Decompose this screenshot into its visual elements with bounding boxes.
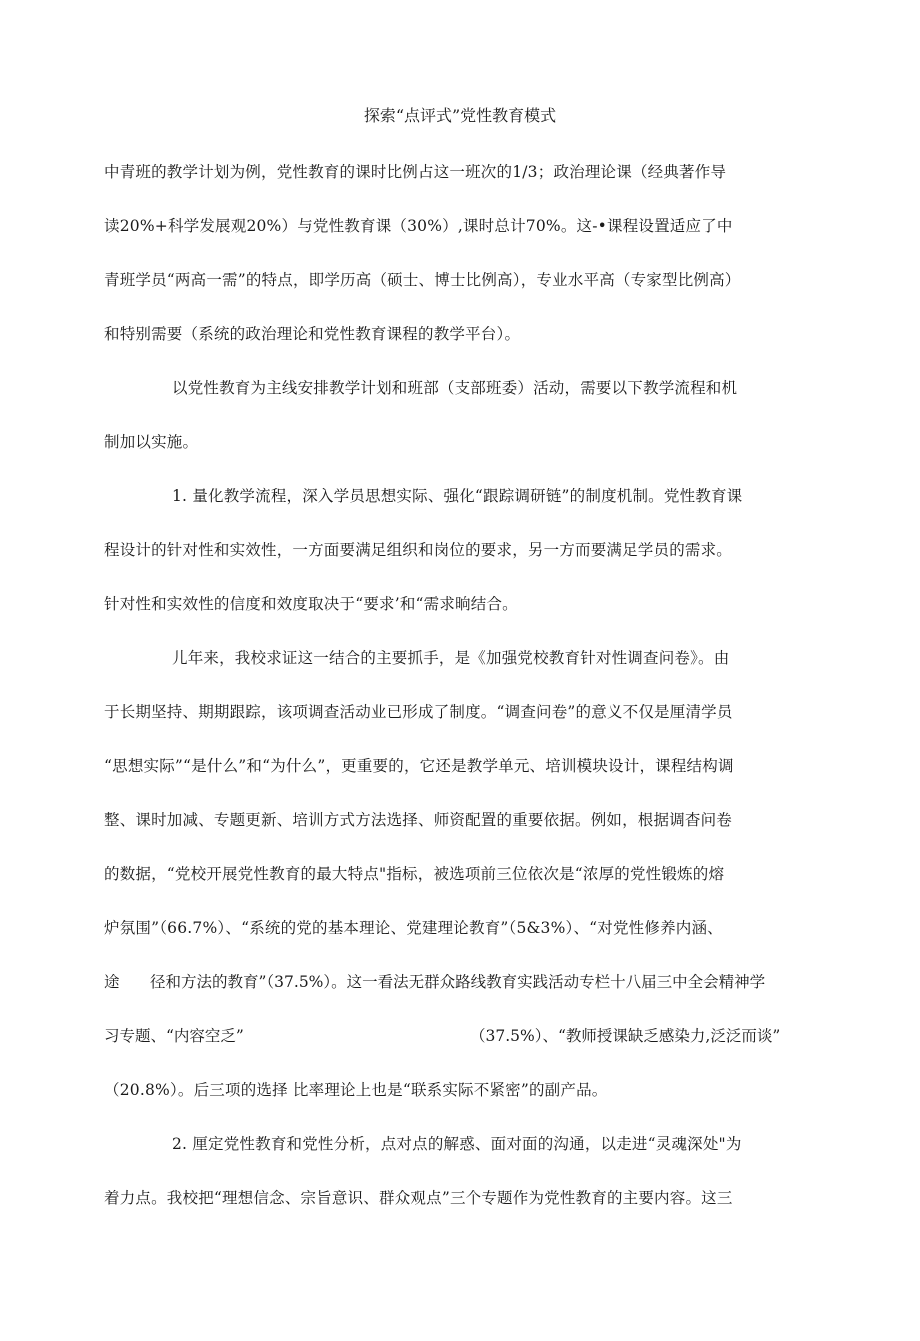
paragraph-line: 径和方法的教育”（37.5%）。这一看法无群众路线教育实践活动专栏十八届三中全会精神学 [150, 973, 766, 991]
paragraph-line: 制加以实施。 [104, 433, 199, 451]
paragraph-line: 于长期坚持、期期跟踪，该项调查活动业已形成了制度。“调查问卷”的意义不仅是厘清学员 [104, 703, 733, 721]
paragraph-line: （20.8%）。后三项的选择 比率理论上也是“联系实际不紧密”的副产品。 [104, 1081, 608, 1099]
paragraph-line: 针对性和实效性的信度和效度取决于“要求’和“需求晌结合。 [104, 595, 518, 613]
paragraph-line: 儿年来，我校求证这一结合的主要抓手，是《加强党校教育针对性调查问卷》。由 [172, 649, 730, 667]
paragraph-line: 整、课时加减、专题更新、培训方式方法选择、师资配置的重要依据。例如，根据调杳问卷 [104, 811, 733, 829]
paragraph-line: 炉氛围”（66.7%）、“系统的党的基本理论、党建理论教育”（5&3%）、“对党性修养内涵、 [104, 919, 723, 937]
paragraph-line: 中青班的教学计划为例，党性教育的课时比例占这一班次的1/3；政治理论课（经典著作导 [104, 163, 727, 181]
paragraph-line: 以党性教育为主线安排教学计划和班部（支部班委）活动，需要以下教学流程和机 [172, 379, 738, 397]
paragraph-line: 和特别需要（系统的政治理论和党性教育课程的教学平台）。 [104, 325, 521, 343]
paragraph-fragment: （37.5%）、“教师授课缺乏感染力,泛泛而谈” [470, 1027, 781, 1045]
paragraph-fragment: 习专题、“内容空乏” [104, 1027, 244, 1045]
paragraph-line: 读20%+科学发展观20%）与党性教育课（30%）,课时总计70%。这-•课程设置适应了中 [104, 217, 733, 235]
paragraph-line: 的数据，“党校开展党性教育的最大特点"指标，被选项前三位依次是“浓厚的党性锻炼的熔 [104, 865, 725, 883]
document-title: 探索“点评式”党性教育模式 [363, 106, 557, 125]
paragraph-line: 程设计的针对性和实效性，一方面要满足组织和岗位的要求，另一方而要满足学员的需求。 [104, 541, 733, 559]
paragraph-fragment: 途 [104, 973, 120, 991]
paragraph-line: 2. 厘定党性教育和党性分析，点对点的解惑、面对面的沟通，以走进“灵魂深处"为 [172, 1135, 742, 1153]
paragraph-line: 着力点。我校把“理想信念、宗旨意识、群众观点”三个专题作为党性教育的主要内容。这三 [104, 1189, 733, 1207]
paragraph-line: “思想实际”“是什么”和“为什么”，更重要的，它还是教学单元、培训模块设计，课程结构调 [104, 757, 734, 775]
paragraph-line: 1. 量化教学流程，深入学员思想实际、强化“跟踪调研链”的制度机制。党性教育课 [172, 487, 743, 505]
paragraph-line: 青班学员“两高一需”的特点，即学历高（硕士、博士比例高），专业水平高（专家型比例高） [104, 271, 741, 289]
